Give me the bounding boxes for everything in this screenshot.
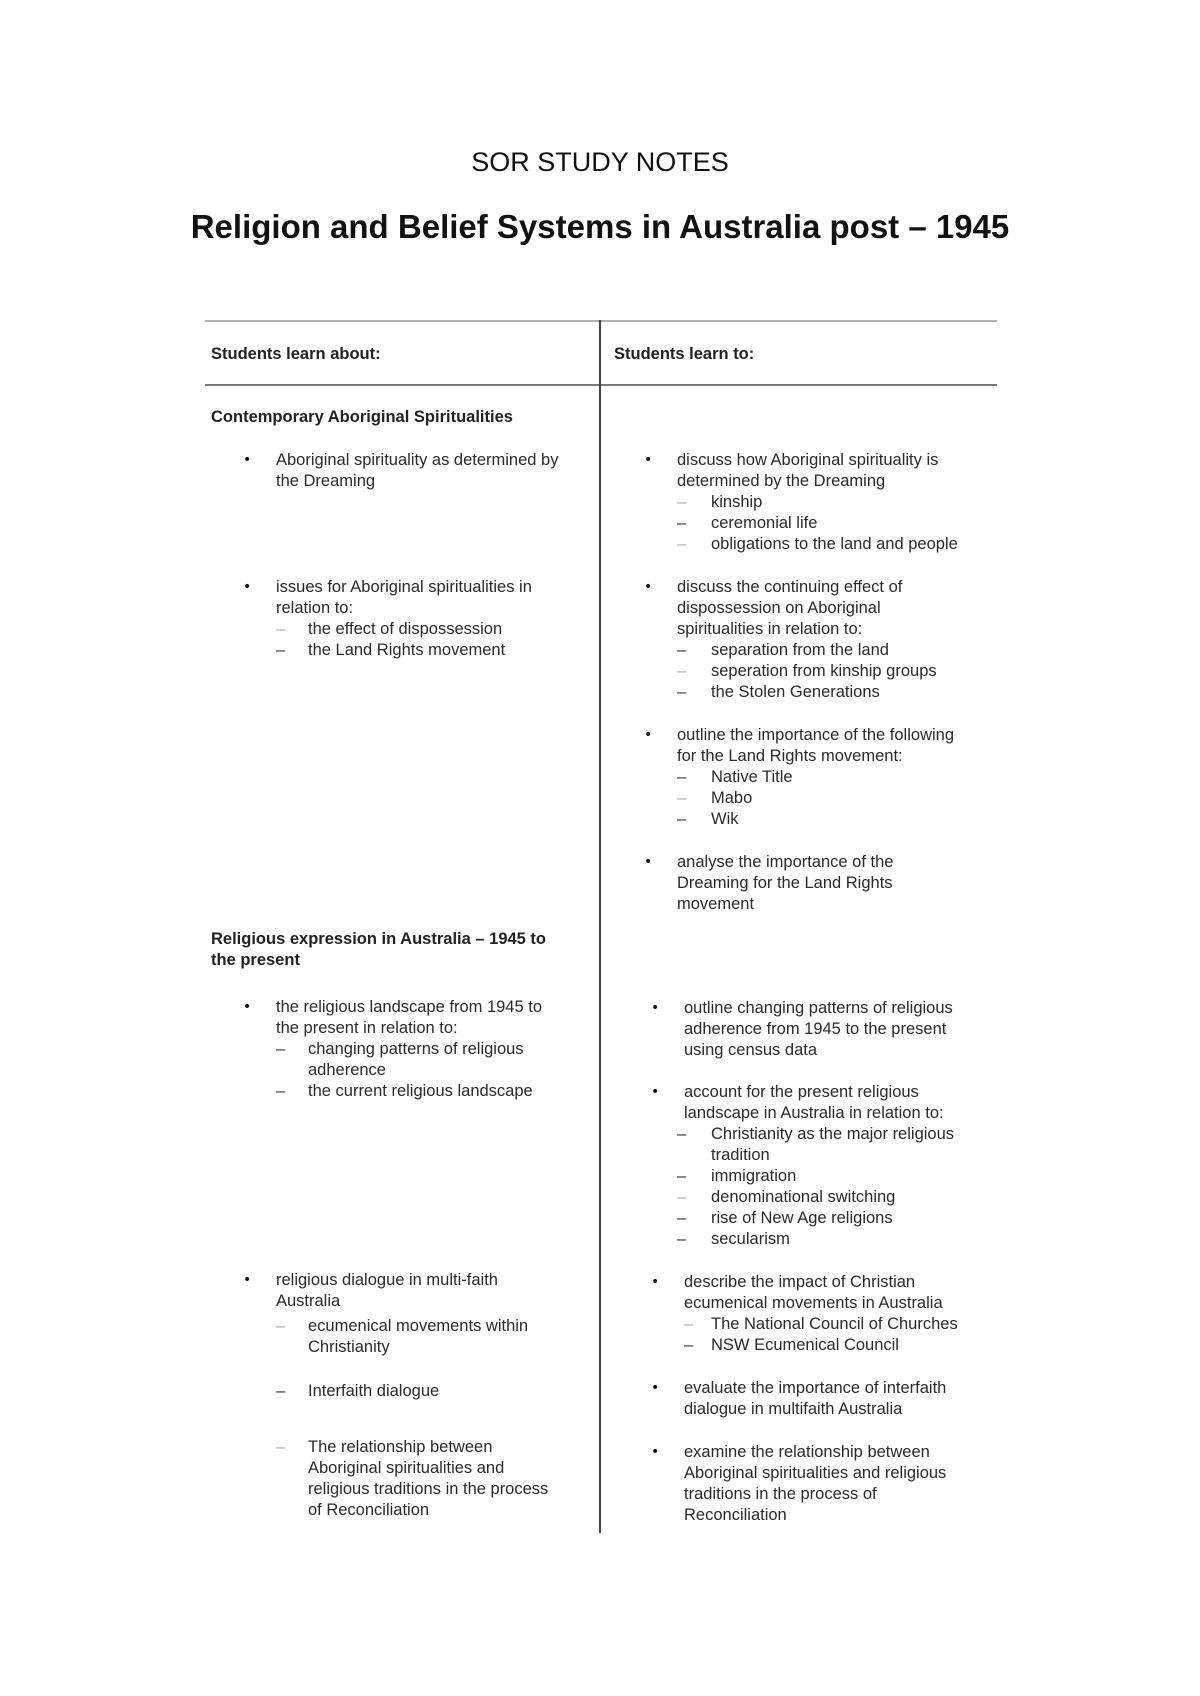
right-s1-b2: discuss the continuing effect of dispossession on Aboriginal spiritualities in relation to:: [677, 578, 903, 638]
right-s2-b2-sub: secularism: [711, 1230, 790, 1248]
right-s2-b3: describe the impact of Christian ecumenical movements in Australia: [684, 1273, 943, 1312]
dash-glyph: –: [684, 1315, 694, 1333]
right-s2-b1: outline changing patterns of religious adherence from 1945 to the present using census data: [684, 999, 953, 1059]
bullet-glyph: •: [644, 452, 653, 468]
dash-glyph: –: [276, 1040, 286, 1058]
bullet-glyph: •: [243, 1272, 252, 1288]
bullet-glyph: •: [243, 452, 252, 468]
dash-glyph: –: [276, 1317, 286, 1335]
right-s2-b3-sub: The National Council of Churches: [711, 1315, 958, 1333]
left-s2-b2: religious dialogue in multi-faith Australia: [276, 1271, 498, 1310]
left-s1-b2-sub: the effect of dispossession: [308, 620, 503, 638]
dash-glyph: –: [677, 641, 687, 659]
left-s2-b2-sub: Interfaith dialogue: [308, 1382, 440, 1400]
dash-glyph: –: [677, 768, 687, 786]
bullet-glyph: •: [644, 854, 653, 870]
section-title-aboriginal: Contemporary Aboriginal Spiritualities: [211, 408, 513, 426]
section-title-religious-expression: Religious expression in Australia – 1945 to the present: [211, 930, 547, 969]
bullet-glyph: •: [651, 1380, 660, 1396]
dash-glyph: –: [677, 1125, 687, 1143]
right-s2-b5: examine the relationship between Aboriginal spiritualities and religious traditions in the process of Reconciliation: [684, 1443, 947, 1524]
left-s2-b2-sub: ecumenical movements within Christianity: [308, 1317, 529, 1356]
dash-glyph: –: [684, 1336, 694, 1354]
bullet-glyph: •: [243, 579, 252, 595]
right-s1-b2-sub: separation from the land: [711, 641, 889, 659]
left-s2-b1-sub: the current religious landscape: [308, 1082, 533, 1100]
dash-glyph: –: [276, 641, 286, 659]
right-s2-b2: account for the present religious landscape in Australia in relation to:: [684, 1083, 944, 1122]
dash-glyph: –: [677, 493, 687, 511]
left-s2-b1-sub: changing patterns of religious adherence: [308, 1040, 524, 1079]
left-s1-b2-sub: the Land Rights movement: [308, 641, 506, 659]
right-s1-b3: outline the importance of the following for the Land Rights movement:: [677, 726, 955, 765]
dash-glyph: –: [677, 662, 687, 680]
dash-glyph: –: [677, 1167, 687, 1185]
header-right: Students learn to:: [614, 345, 755, 363]
dash-glyph: –: [677, 1230, 687, 1248]
bullet-glyph: •: [644, 579, 653, 595]
bullet-glyph: •: [651, 1444, 660, 1460]
doc-title: SOR STUDY NOTES: [471, 147, 729, 177]
dash-glyph: –: [677, 810, 687, 828]
right-s2-b2-sub: Christianity as the major religious tradition: [711, 1125, 955, 1164]
right-s1-b1-sub: kinship: [711, 493, 763, 511]
bullet-glyph: •: [651, 1274, 660, 1290]
right-s2-b2-sub: denominational switching: [711, 1188, 896, 1206]
right-s1-b3-sub: Wik: [711, 810, 739, 828]
left-s1-b2: issues for Aboriginal spiritualities in relation to:: [276, 578, 532, 617]
bullet-glyph: •: [243, 999, 252, 1015]
table-column-divider: [599, 320, 601, 1533]
left-s1-b1: Aboriginal spirituality as determined by the Dreaming: [276, 451, 559, 490]
bullet-glyph: •: [651, 1000, 660, 1016]
dash-glyph: –: [276, 1382, 286, 1400]
right-s1-b4: analyse the importance of the Dreaming for the Land Rights movement: [677, 853, 894, 913]
header-left: Students learn about:: [211, 345, 381, 363]
bullet-glyph: •: [644, 727, 653, 743]
right-s2-b2-sub: immigration: [711, 1167, 797, 1185]
right-s2-b2-sub: rise of New Age religions: [711, 1209, 893, 1227]
dash-glyph: –: [677, 1209, 687, 1227]
right-s1-b1-sub: ceremonial life: [711, 514, 818, 532]
dash-glyph: –: [276, 620, 286, 638]
right-s1-b3-sub: Mabo: [711, 789, 753, 807]
right-s1-b1: discuss how Aboriginal spirituality is determined by the Dreaming: [677, 451, 939, 490]
dash-glyph: –: [677, 683, 687, 701]
left-s2-b2-sub: The relationship between Aboriginal spiritualities and religious traditions in the process of Reconciliation: [308, 1438, 549, 1519]
dash-glyph: –: [677, 789, 687, 807]
right-s1-b3-sub: Native Title: [711, 768, 793, 786]
doc-heading: Religion and Belief Systems in Australia post – 1945: [190, 208, 1010, 245]
table-top-rule: [205, 320, 997, 322]
bullet-glyph: •: [651, 1084, 660, 1100]
right-s1-b2-sub: seperation from kinship groups: [711, 662, 937, 680]
right-s1-b1-sub: obligations to the land and people: [711, 535, 958, 553]
dash-glyph: –: [677, 1188, 687, 1206]
right-s2-b4: evaluate the importance of interfaith dialogue in multifaith Australia: [684, 1379, 947, 1418]
right-s1-b2-sub: the Stolen Generations: [711, 683, 880, 701]
dash-glyph: –: [677, 535, 687, 553]
dash-glyph: –: [677, 514, 687, 532]
right-s2-b3-sub: NSW Ecumenical Council: [711, 1336, 899, 1354]
left-s2-b1: the religious landscape from 1945 to the present in relation to:: [276, 998, 542, 1037]
dash-glyph: –: [276, 1082, 286, 1100]
dash-glyph: –: [276, 1438, 286, 1456]
table-header-rule: [205, 384, 997, 386]
